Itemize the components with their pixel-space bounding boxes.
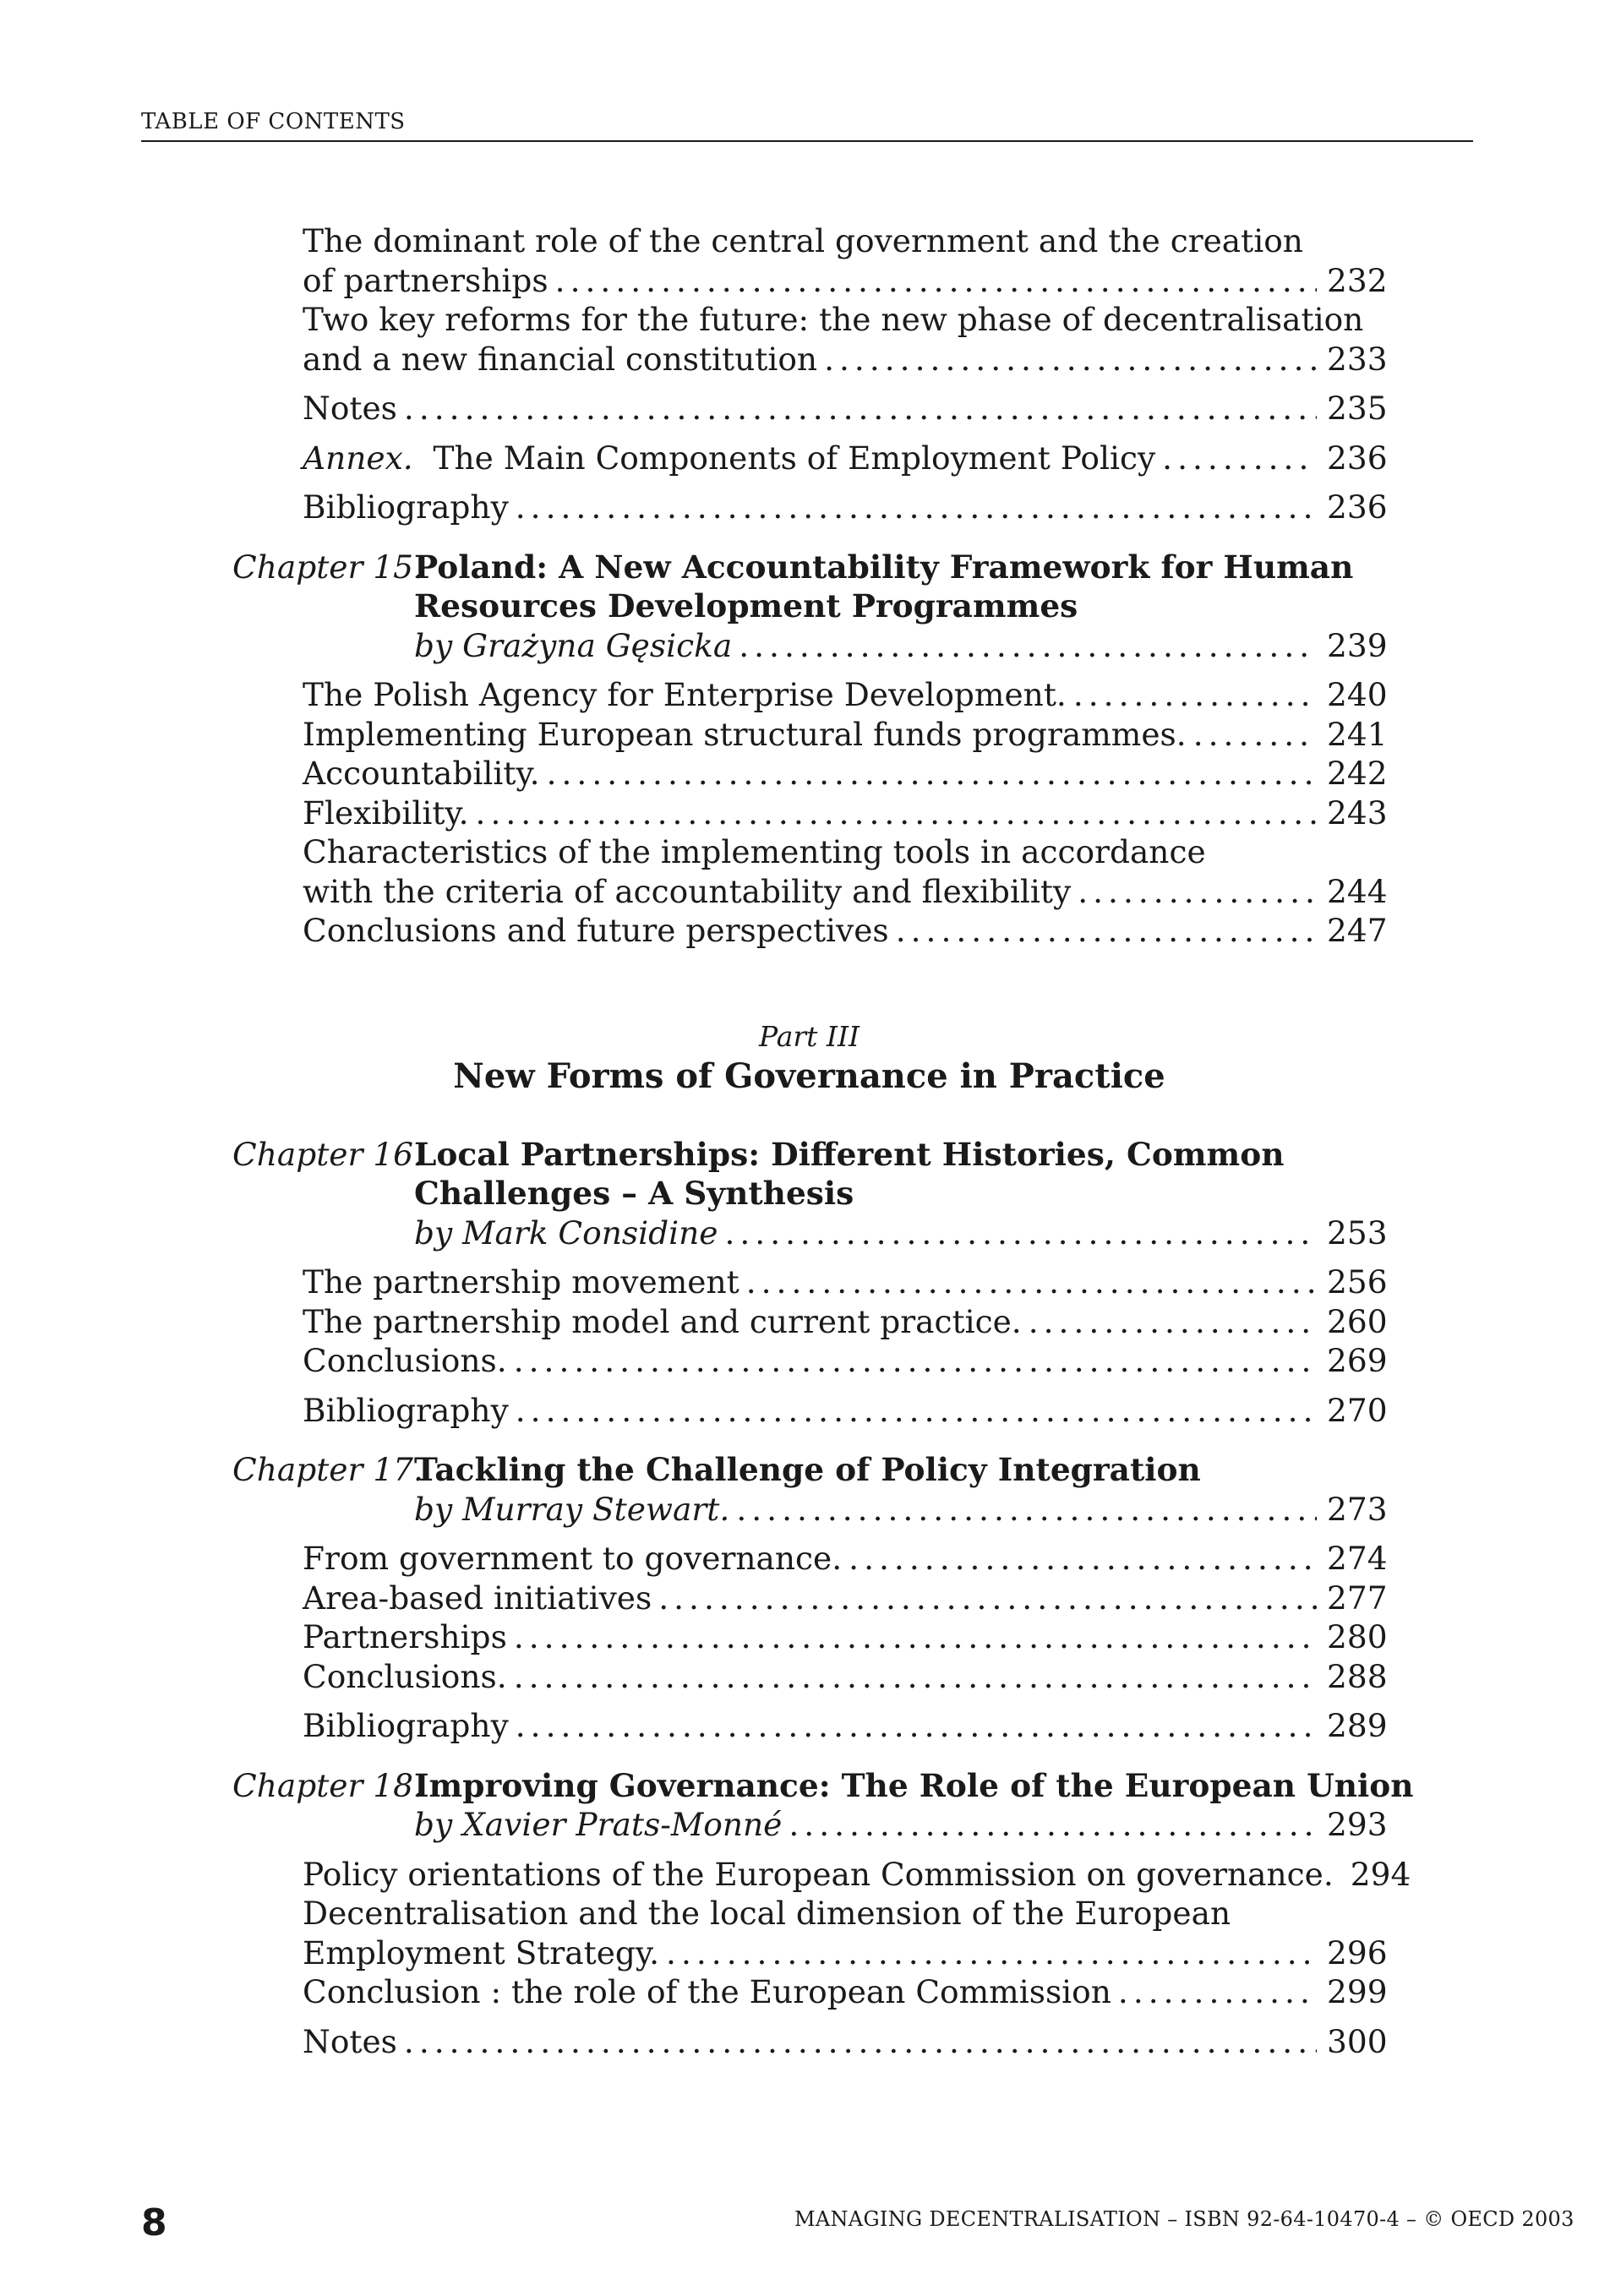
dot-leader bbox=[516, 1706, 1317, 1746]
dot-leader bbox=[514, 1657, 1317, 1697]
toc-entry[interactable] bbox=[303, 1972, 1386, 2012]
chapter-heading[interactable] bbox=[232, 1135, 1386, 1175]
chapter-label: Chapter 16. bbox=[232, 1135, 423, 1173]
part-label: Part III bbox=[758, 1019, 860, 1053]
dot-leader bbox=[1073, 675, 1317, 715]
toc-entry-page: 280 bbox=[1327, 1618, 1388, 1655]
toc-entry-page: 293 bbox=[1327, 1806, 1388, 1843]
toc-entry-page: 247 bbox=[1327, 912, 1388, 949]
toc-entry-title: Area-based initiatives bbox=[303, 1579, 652, 1617]
toc-entry-page: 233 bbox=[1327, 340, 1388, 378]
dot-leader bbox=[739, 626, 1317, 666]
chapter-label: Chapter 15. bbox=[232, 548, 423, 586]
toc-entry[interactable] bbox=[303, 794, 1386, 833]
dot-leader bbox=[658, 1579, 1317, 1618]
toc-entry-annex[interactable] bbox=[303, 439, 1386, 478]
author: by Xavier Prats-Monné bbox=[414, 1806, 783, 1843]
toc-entry[interactable] bbox=[303, 1539, 1386, 1579]
chapter-title: Local Partnerships: Different Histories, Common bbox=[414, 1135, 1285, 1173]
toc-entry-title: Employment Strategy. bbox=[303, 1933, 660, 1972]
chapter-title: Tackling the Challenge of Policy Integration bbox=[414, 1451, 1201, 1488]
toc-entry-title: The partnership movement bbox=[303, 1263, 739, 1301]
annex-title: The Main Components of Employment Policy bbox=[433, 439, 1156, 477]
dot-leader bbox=[1078, 872, 1317, 912]
toc-entry-page: 269 bbox=[1327, 1342, 1388, 1379]
dot-leader bbox=[555, 261, 1317, 301]
toc-entry-title: Conclusions. bbox=[303, 1657, 507, 1695]
dot-leader bbox=[896, 911, 1317, 951]
toc-entry-page: 277 bbox=[1327, 1579, 1388, 1617]
toc-entry[interactable] bbox=[303, 340, 1386, 379]
chapter-byline[interactable] bbox=[414, 1490, 1386, 1530]
toc-entry-page: 270 bbox=[1327, 1391, 1388, 1429]
toc-entry-bibliography[interactable] bbox=[303, 488, 1386, 527]
dot-leader bbox=[547, 754, 1317, 794]
dot-leader bbox=[666, 1933, 1317, 1973]
chapter-title: Improving Governance: The Role of the European Union bbox=[414, 1766, 1414, 1804]
toc-entry[interactable] bbox=[303, 261, 1386, 301]
part-title: New Forms of Governance in Practice bbox=[453, 1055, 1165, 1096]
toc-entry-page: 244 bbox=[1327, 872, 1388, 910]
toc-entry-page: 242 bbox=[1327, 755, 1388, 792]
toc-entry-title: Conclusion : the role of the European Commission bbox=[303, 1973, 1111, 2010]
toc-entry-page: 273 bbox=[1327, 1490, 1388, 1528]
chapter-label: Chapter 17. bbox=[232, 1451, 423, 1488]
dot-leader bbox=[516, 488, 1317, 527]
toc-entry[interactable] bbox=[303, 1302, 1386, 1342]
toc-entry-title: Bibliography bbox=[303, 1707, 509, 1744]
toc-entry-notes[interactable] bbox=[303, 389, 1386, 428]
toc-entry-title: with the criteria of accountability and flexibility bbox=[303, 872, 1072, 910]
toc-entry-page: 232 bbox=[1327, 261, 1388, 299]
toc-entry-line: Decentralisation and the local dimension of the European bbox=[303, 1895, 1231, 1932]
toc-entry-page: 236 bbox=[1327, 488, 1388, 526]
toc-entry[interactable] bbox=[303, 754, 1386, 794]
toc-entry-title: of partnerships bbox=[303, 261, 548, 299]
chapter-byline[interactable] bbox=[414, 1805, 1386, 1845]
toc-entry-title: The Polish Agency for Enterprise Development. bbox=[303, 676, 1067, 713]
toc-entry[interactable] bbox=[303, 715, 1386, 755]
toc-entry-page: 256 bbox=[1327, 1263, 1388, 1301]
chapter-title-continued: Resources Development Programmes bbox=[414, 587, 1078, 624]
toc-entry-title: Bibliography bbox=[303, 488, 509, 526]
toc-entry-page: 243 bbox=[1327, 794, 1388, 832]
dot-leader bbox=[1193, 715, 1317, 755]
toc-entry[interactable] bbox=[303, 1341, 1386, 1381]
part-heading bbox=[232, 1018, 1386, 1098]
dot-leader bbox=[404, 389, 1317, 428]
toc-entry-page: 300 bbox=[1327, 2022, 1388, 2060]
toc-entry-page: 289 bbox=[1327, 1707, 1388, 1744]
dot-leader bbox=[849, 1539, 1317, 1579]
toc-entry-page: 299 bbox=[1327, 1973, 1388, 2010]
toc-entry[interactable] bbox=[303, 1855, 1411, 1895]
toc-entry-title: Partnerships bbox=[303, 1618, 507, 1655]
dot-leader bbox=[824, 340, 1317, 379]
author: by Murray Stewart. bbox=[414, 1490, 730, 1528]
chapter-byline[interactable] bbox=[414, 626, 1386, 666]
dot-leader bbox=[516, 1391, 1317, 1431]
toc-entry-page: 253 bbox=[1327, 1213, 1388, 1252]
chapter-heading[interactable] bbox=[232, 1766, 1414, 1806]
dot-leader bbox=[404, 2022, 1317, 2062]
toc-entry-page: 241 bbox=[1327, 715, 1388, 753]
dot-leader bbox=[1162, 439, 1317, 478]
toc-entry-title bbox=[303, 439, 1155, 478]
toc-entry-page: 294 bbox=[1350, 1855, 1411, 1893]
toc-entry[interactable] bbox=[303, 675, 1386, 715]
toc-entry-line: The dominant role of the central government and the creation bbox=[303, 222, 1303, 259]
toc-entry-title: Bibliography bbox=[303, 1391, 509, 1429]
toc-entry-title: Notes bbox=[303, 390, 397, 427]
toc-entry-page: 260 bbox=[1327, 1302, 1388, 1340]
dot-leader bbox=[789, 1805, 1317, 1845]
toc-entry[interactable] bbox=[303, 1579, 1386, 1618]
dot-leader bbox=[1118, 1972, 1317, 2012]
toc-entry-line: Two key reforms for the future: the new phase of decentralisation bbox=[303, 301, 1364, 338]
chapter-heading[interactable] bbox=[232, 548, 1386, 587]
dot-leader bbox=[724, 1213, 1317, 1253]
dot-leader bbox=[514, 1617, 1317, 1657]
chapter-byline[interactable] bbox=[414, 1213, 1386, 1253]
toc-entry-title: The partnership model and current practice. bbox=[303, 1302, 1022, 1340]
toc-entry-title: Accountability. bbox=[303, 755, 540, 792]
author: by Grażyna Gęsicka bbox=[414, 626, 733, 664]
chapter-title-continued: Challenges – A Synthesis bbox=[414, 1175, 854, 1212]
toc-entry-page: 240 bbox=[1327, 676, 1388, 713]
toc-entry-bibliography[interactable] bbox=[303, 1706, 1386, 1746]
dot-leader bbox=[746, 1263, 1317, 1302]
chapter-title: Poland: A New Accountability Framework for Human bbox=[414, 548, 1354, 586]
toc-entry-title: Conclusions. bbox=[303, 1342, 507, 1379]
dot-leader bbox=[736, 1490, 1317, 1530]
toc-entry-title: Notes bbox=[303, 2022, 397, 2060]
author: by Mark Considine bbox=[414, 1213, 718, 1252]
toc-entry-title: Policy orientations of the European Commission on governance. bbox=[303, 1855, 1334, 1893]
toc-entry[interactable] bbox=[303, 1617, 1386, 1657]
toc-entry-page: 235 bbox=[1327, 390, 1388, 427]
toc-entry-page: 296 bbox=[1327, 1933, 1388, 1972]
toc-entry[interactable] bbox=[303, 1263, 1386, 1302]
table-of-contents bbox=[232, 221, 1414, 2061]
chapter-heading[interactable] bbox=[232, 1450, 1386, 1490]
dot-leader bbox=[476, 794, 1317, 833]
page-number: 8 bbox=[141, 2201, 167, 2244]
toc-entry-title: From government to governance. bbox=[303, 1540, 843, 1577]
toc-entry-page: 236 bbox=[1327, 439, 1388, 477]
annex-prefix: Annex. bbox=[303, 439, 413, 477]
toc-entry-title: and a new financial constitution bbox=[303, 340, 818, 378]
running-head: TABLE OF CONTENTS bbox=[141, 108, 1473, 142]
toc-entry-page: 288 bbox=[1327, 1657, 1388, 1695]
toc-entry[interactable] bbox=[303, 1657, 1386, 1697]
toc-entry-page: 239 bbox=[1327, 626, 1388, 664]
dot-leader bbox=[514, 1341, 1317, 1381]
toc-entry-title: Flexibility. bbox=[303, 794, 469, 832]
toc-entry-title: Conclusions and future perspectives bbox=[303, 912, 889, 949]
toc-entry-bibliography[interactable] bbox=[303, 1391, 1386, 1431]
dot-leader bbox=[1029, 1302, 1317, 1342]
toc-entry[interactable] bbox=[303, 872, 1386, 912]
toc-entry-page: 274 bbox=[1327, 1540, 1388, 1577]
toc-entry[interactable] bbox=[303, 911, 1386, 951]
toc-entry-notes[interactable] bbox=[303, 2022, 1386, 2062]
chapter-label: Chapter 18. bbox=[232, 1766, 423, 1804]
toc-entry[interactable] bbox=[303, 1933, 1386, 1973]
toc-entry-line: Characteristics of the implementing tools in accordance bbox=[303, 833, 1206, 870]
publication-footer: MANAGING DECENTRALISATION – ISBN 92-64-10470-4 – © OECD 2003 bbox=[794, 2207, 1574, 2231]
toc-entry-title: Implementing European structural funds programmes. bbox=[303, 715, 1187, 753]
